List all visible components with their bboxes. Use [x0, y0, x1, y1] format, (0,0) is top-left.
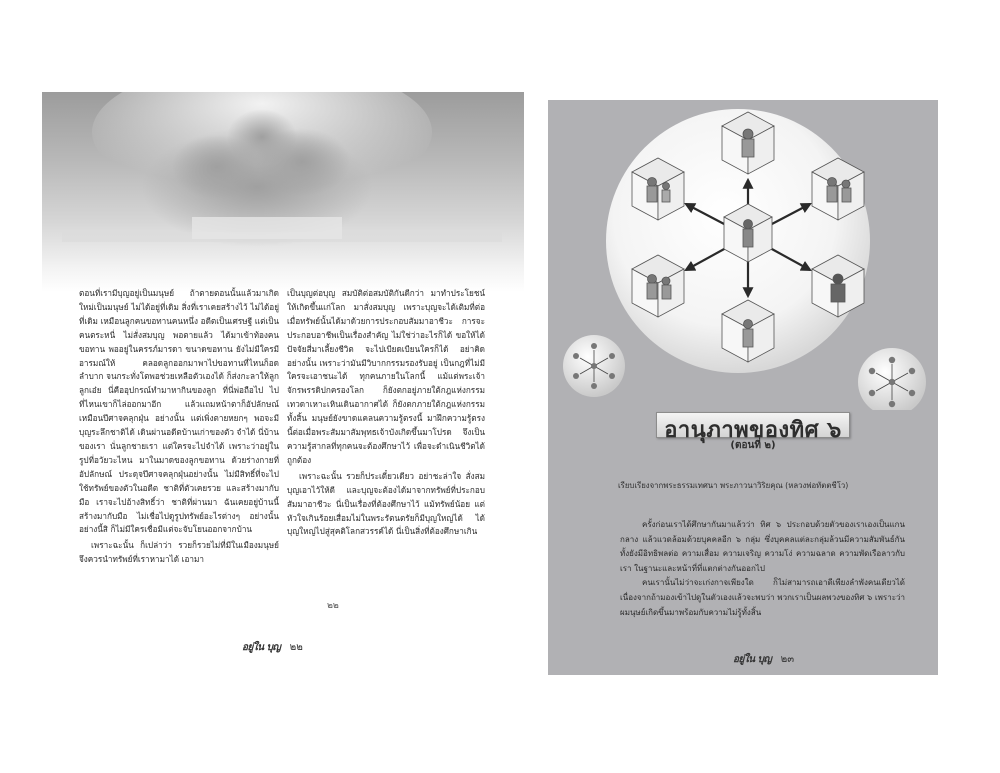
right-page: [548, 100, 938, 675]
page-title: อานุภาพของทิศ ๖: [664, 418, 842, 443]
page-number: ๒๒: [289, 642, 303, 653]
page-number: ๒๓: [780, 654, 795, 665]
paragraph: เป็นบุญต่อบุญ สมบัติต่อสมบัติกันดีกว่า มาทำประโยชน์ให้เกิดขึ้นแก่โลก มาสั่งสมบุญ เพราะบุญจะได้เติมที่ต่อเมื่อทรัพย์นั้นได้มาด้วยการประกอบสัมมาอาชีวะ การจะประกอบอาชีพเป็นเรื่องสำคัญ ไม่ใช่ว่าอะไรก็ได้ ขอให้ได้ปัจจัยสี่มาเลี้ยงชีวิต จะไปเบียดเบียนใครก็ได้ อย่าคิดอย่างนั้น เพราะว่ามันมีวิบากกรรมรองรับอยู่ เป็นกฎที่ไม่มีใครจะเอาชนะได้ ทุกคนภายในโลกนี้ แม้แต่พระเจ้าจักรพรรดิปกครองโลก ก็ยังตกอยู่ภายใต้กฎแห่งกรรม เทวดาเหาะเหินเดินอากาศได้ ก็ยังตกภายใต้กฎแห่งกรรมทั้งสิ้น มนุษย์ยังขาดแคลนความรู้ตรงนี้ มาฝึกความรู้ตรงนี้ต่อเมื่อพระสัมมาสัมพุทธเจ้าบังเกิดขึ้นมาโปรด จึงเป็นความรู้สากลที่ทุกคนจะต้องศึกษาไว้ เพื่อจะดำเนินชีวิตได้ถูกต้อง: [287, 288, 485, 465]
left-page: [42, 92, 524, 672]
left-column-1: [79, 287, 279, 567]
left-column-2: [287, 287, 485, 539]
paragraph: เพราะฉะนั้น ก็เปล่าว่า รวยก็รวยไม่ที่มีในเมืองมนุษย์ จึงควรนำทรัพย์ที่เราหามาได้ เอามา: [79, 540, 279, 565]
inline-page-marker: ๒๒: [327, 601, 339, 611]
small-sphere-left: [563, 335, 625, 397]
six-directions-hexagon-diagram: [548, 100, 938, 410]
paragraph: ครั้งก่อนเราได้ศึกษากันมาแล้วว่า ทิศ ๖ ประกอบด้วยตัวของเราเองเป็นแกนกลาง แล้วแวดล้อมด้วยบุคคลอีก ๖ กลุ่ม ซึ่งบุคคลแต่ละกลุ่มล้วนมีความสัมพันธ์กัน ทั้งยังมีอิทธิพลต่อ ความเสื่อม ความเจริญ ความโง่ ความฉลาด ความพัดเรือลาวกับเรา ในฐานะและหน้าที่ที่แตกต่างกันออกไป: [620, 520, 905, 573]
title-banner: [656, 412, 850, 443]
page-subtitle: (ตอนที่ ๒): [730, 440, 776, 451]
cube-center: [724, 204, 772, 262]
article-body: [620, 518, 905, 620]
right-folio: [733, 652, 794, 667]
altar-flowers-image: [42, 92, 524, 292]
paragraph: ตอนที่เรามีบุญอยู่เป็นมนุษย์ ถ้าตายตอนนั้นแล้วมาเกิดใหม่เป็นมนุษย์ ไม่ได้อยู่ที่เดิม สิ่งที่เราเคยสร้างไว้ ไม่ได้อยู่ที่เดิม เหมือนลูกคนขอทานคนหนึ่ง อดีตเป็นเศรษฐี แต่เป็นคนตระหนี่ ไม่สั่งสมบุญ พอตายแล้ว ได้มาเข้าท้องคนขอทาน พออยู่ในครรภ์มารดา ขนาดขอทาน ยังไม่มีใครมีอารมณ์ให้ คลอดลูกออกมาพาไปขอทานที่ไหนก็อด ลำบาก จนกระทั่งโตพอช่วยเหลือตัวเองได้ ก็ส่งกะลาให้ลูก ลูกเอ๋ย นี่คืออุปกรณ์ทำมาหากินของลูก ที่นี่พ่อถือไป ไปที่ไหนเขาก็ไล่ออกมาอีก แล้วแถมหน้าตาก็อัปลักษณ์เหมือนปีศาจคลุกฝุ่น อย่างนั้น แต่เพิ่งตายหยกๆ พอจะมีบุญระลึกชาติได้ เดินผ่านอดีตบ้านเก่าของตัว จำได้ นี่บ้านของเรา นั่นลูกชายเรา แต่ใครจะไปจำได้ เพราะว่าอยู่ในรูปที่อวัยวะไหน มาในมาดของลูกขอทาน ด้วยร่างกายที่อัปลักษณ์ ประดุจปีศาจคลุกฝุ่นอย่างนั้น ไม่มีสิทธิ์ที่จะไปใช้ทรัพย์ของตัวในอดีต ชาติที่ตัวเคยรวย และสร้างมากับมือ เราจะไปอ้างสิทธิ์ว่า ชาติที่ผ่านมา ฉันเคยอยู่บ้านนี้ สร้างมากับมือ ไม่เชื่อไปดูรูปทรัพย์อะไรต่างๆ อย่างนั้นอย่างนี้สิ ก็ไม่มีใครเชื่อมีแต่จะจับโยนออกจากบ้าน: [79, 288, 279, 535]
left-folio: [242, 640, 303, 655]
byline: เรียบเรียงจากพระธรรมเทศนา พระภาวนาวิริยคุณ (หลวงพ่อทัตตชีโว): [618, 481, 849, 490]
magazine-logo: อยู่ใน บุญ: [242, 642, 281, 653]
paragraph: เพราะฉะนั้น รวยก็ประเดี๋ยวเดียว อย่าชะล่าใจ สั่งสมบุญเอาไว้ให้ดี และบุญจะต้องได้มาจากทรัพย์ที่ประกอบสัมมาอาชีวะ นี่เป็นเรื่องที่ต้องศึกษาไว้ แม้ทรัพย์น้อย แต่หัวใจเกินร้อยเสื่อมไม่ในพระรัตนตรัยก็มีบุญใหญ่ได้ ได้บุญใหญ่ไปสู่สุคติโลกสวรรค์ได้ นี่เป็นสิ่งที่ต้องศึกษาเกิน: [287, 470, 485, 537]
paragraph: คนเรานั้นไม่ว่าจะเก่งกาจเพียงใด ก็ไม่สามารถเอาดีเพียงลำพังคนเดียวได้ เนื่องจากถ้ามองเข้าไปดูในตัวเองแล้วจะพบว่า พวกเราเป็นผลพวงของทิศ ๖ เพราะว่าผมนุษย์เกิดขึ้นมาพร้อมกับความไม่รู้ทั้งสิ้น: [620, 578, 905, 617]
magazine-logo: อยู่ใน บุญ: [733, 654, 772, 665]
small-sphere-right: [858, 348, 926, 410]
altar-flowers-photo: [42, 92, 524, 292]
